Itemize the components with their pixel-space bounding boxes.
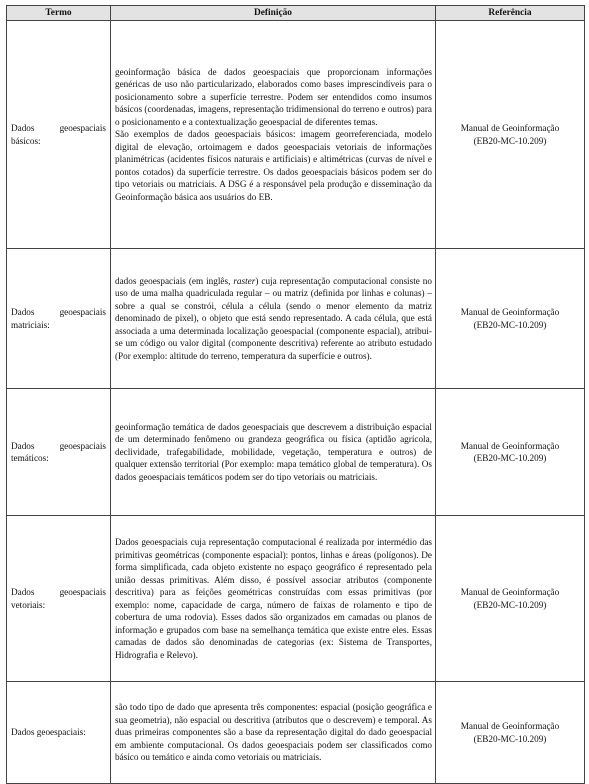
definition-paragraph: São exemplos de dados geoespaciais básicos: imagem georreferenciada, modelo digital de elevação, ortoimagem e dados geoespaciais vetoriais de informações planimétricas (acidentes físicos naturais e artificiais) e altimétricas (curvas de nível e pontos cotados) da superfície terrestre. Os dados geoespaciais básicos podem ser do tipo vetoriais ou matriciais. A DSG é a responsável pela produção e disseminação da Geoinformação básica aos usuários do EB. [115,129,432,202]
term-text: Dados geoespaciais: [11,727,86,738]
term-cell [7,682,111,784]
reference-title: Manual de Geoinformação [460,440,560,451]
term-cell [7,249,111,389]
header-term: Termo [7,6,111,21]
reference-title: Manual de Geoinformação [460,123,560,133]
definition-cell [111,516,436,682]
definition-paragraph: geoinformação temática de dados geoespaciais que descrevem a distribuição espacial de um determinado fenômeno ou grandeza geográfica ou física (aptidão agrícola, declividade, trafegabilidade, mobilidade, vegetação, temperatura e outros) de qualquer extensão territorial (Por exemplo: mapa temático global de temperatura). Os dados geoespaciais temáticos podem ser do tipo vetoriais ou matriciais. [115,421,432,482]
reference-code: (EB20-MC-10.209) [473,319,547,330]
term-text: Dados geoespaciais [11,587,106,597]
definition-cell [111,21,436,249]
reference-code: (EB20-MC-10.209) [473,733,547,744]
reference-title: Manual de Geoinformação [460,587,560,597]
definition-text: dados geoespaciais (em inglês, [115,275,234,286]
reference-cell [436,21,585,249]
definition-italic-term: raster [233,275,256,286]
table-row [7,21,585,249]
term-cell [7,516,111,682]
table-header-row [7,6,585,21]
term-cell [7,389,111,516]
reference-cell [436,516,585,682]
term-text-cont: básicos: [11,135,41,146]
definition-cell [111,249,436,389]
definition-cell [111,682,436,784]
reference-cell [436,249,585,389]
table-row [7,682,585,784]
term-text-cont: matriciais: [11,319,50,330]
term-cell [7,21,111,249]
table-row [7,516,585,682]
reference-code: (EB20-MC-10.209) [473,453,547,463]
reference-code: (EB20-MC-10.209) [473,135,547,146]
header-definition: Definição [111,6,436,21]
term-text: Dados geoespaciais [11,307,106,317]
reference-title: Manual de Geoinformação [460,721,560,731]
glossary-table [6,5,585,784]
definition-cell [111,389,436,516]
definition-paragraph: Dados geoespaciais cuja representação computacional é realizada por intermédio das primitivas geométricas (componente espacial): pontos, linhas e áreas (polígonos). De forma simplificada, cada objeto existente no espaço geográfico é representado pela união dessas primitivas. Além disso, é possível associar atributos (componente descritiva) para as feições geométricas construídas com essas primitivas (por exemplo: nome, capacidade de carga, número de faixas de rolamento e tipo de cobertura de uma rodovia). Esses dados são organizados em camadas ou planos de informação e grupados com base na semelhança temática que existe entre eles. Essas camadas de dados são denominadas de categorias (ex: Sistema de Transportes, Hidrografia e Relevo). [115,537,432,660]
definition-text: ) cuja representação computacional consiste no uso de uma malha quadriculada regular – ou matriz (definida por linhas e colunas) – sobre a qual se constrói, célula a célula (sendo o menor elemento da matriz denominado de pixel), o objeto que está sendo representado. A cada célula, que está associada a uma determinada localização geoespacial (componente espacial), atribui-se um código ou valor digital (componente descritiva) referente ao atributo estudado (Por exemplo: altitude do terreno, temperatura da superfície e outros). [115,275,432,361]
term-text: Dados geoespaciais [11,123,106,133]
reference-title: Manual de Geoinformação [460,307,560,317]
definition-paragraph: são todo tipo de dado que apresenta três componentes: espacial (posição geográfica e sua geometria), não espacial ou descritiva (atributos que o descrevem) e temporal. As duas primeiras componentes são a base da representação digital do dado geoespacial em ambiente computacional. Os dados geoespaciais podem ser classificados como básico ou temático e ainda como vetoriais ou matriciais. [115,702,432,763]
table-row [7,389,585,516]
reference-cell [436,389,585,516]
definition-paragraph [115,275,432,363]
table-row [7,249,585,389]
reference-code: (EB20-MC-10.209) [473,599,547,610]
term-text: Dados geoespaciais [11,440,106,451]
term-text-cont: temáticos: [11,453,49,463]
reference-cell [436,682,585,784]
term-text-cont: vetoriais: [11,599,46,610]
definition-paragraph: geoinformação básica de dados geoespaciais que proporcionam informações genéricas de uso não particularizado, elaborados como bases imprescindíveis para o posicionamento sobre a superfície terrestre. Podem ser entendidos como insumos básicos (coordenadas, imagens, representação tridimensional do terreno e outros) para o posicionamento e a contextualização geoespacial de diferentes temas. [115,66,432,127]
header-reference: Referência [436,6,585,21]
